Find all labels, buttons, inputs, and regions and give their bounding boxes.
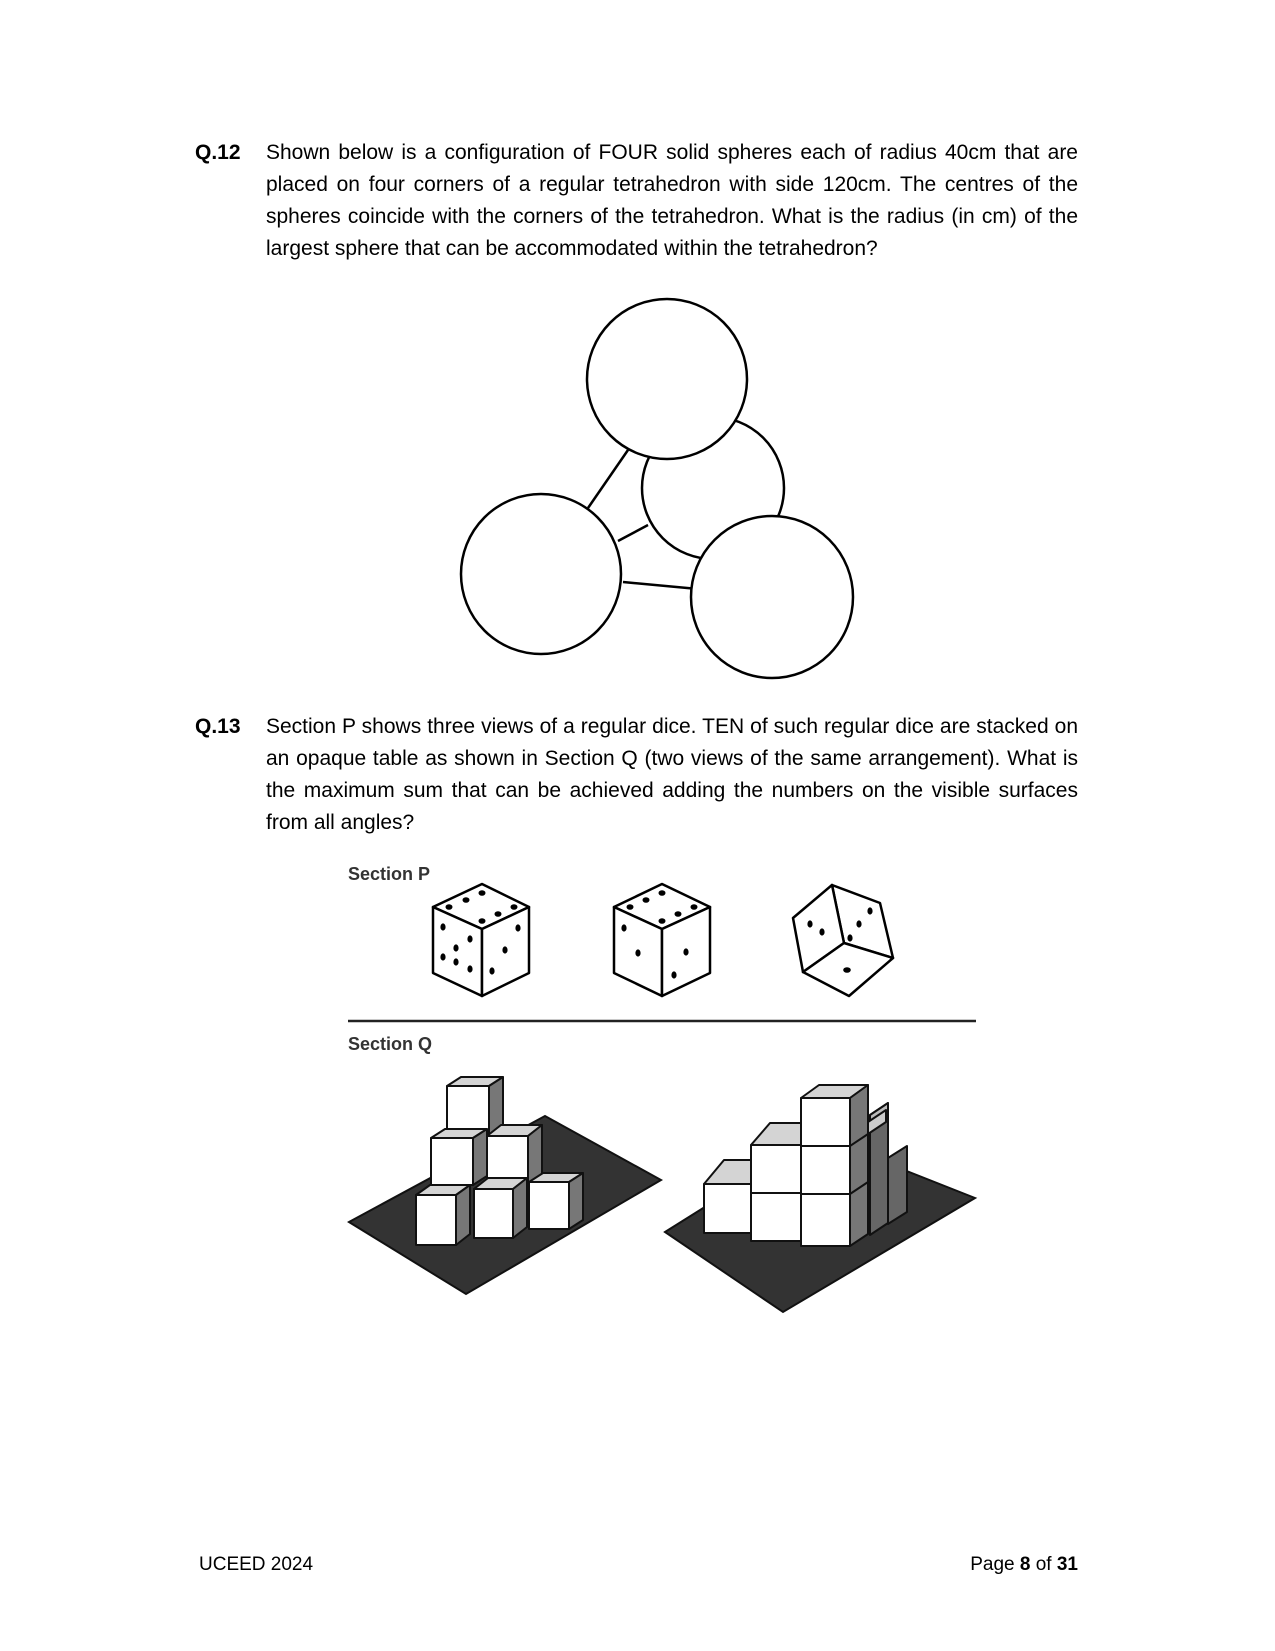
- tetra-edge: [623, 582, 698, 589]
- tetra-edge: [618, 525, 648, 541]
- section-q-label: Section Q: [348, 1034, 433, 1054]
- page-of: of: [1035, 1554, 1052, 1575]
- top-sphere: [587, 299, 747, 459]
- page-total: 31: [1056, 1554, 1078, 1575]
- question-number-12: Q.12: [195, 141, 241, 164]
- die-view-3: [793, 885, 893, 996]
- die-view-2: [614, 884, 710, 996]
- page-prefix: Page: [970, 1554, 1015, 1575]
- tetra-edge: [588, 450, 628, 508]
- question-number-13: Q.13: [195, 715, 241, 738]
- dice-figure: [340, 855, 980, 1325]
- left-sphere: [461, 494, 621, 654]
- cube-stack-right-view: [704, 1085, 907, 1246]
- page-current: 8: [1019, 1554, 1031, 1575]
- question-text-12: Shown below is a configuration of FOUR solid spheres each of radius 40cm that are placed on four corners of a regular tetrahedron with side 120cm. The centres of the spheres coincide with the corners of the tetrahedron. What is the radius (in cm) of the largest sphere that can be accommodated within the tetrahedron?: [266, 141, 1078, 260]
- die-view-1: [433, 884, 529, 996]
- right-sphere: [691, 516, 853, 678]
- footer-page-number: [970, 1554, 1078, 1576]
- question-text-13: Section P shows three views of a regular dice. TEN of such regular dice are stacked on an opaque table as shown in Section Q (two views of the same arrangement). What is the maximum sum that can be achieved adding the numbers on the visible surfaces from all angles?: [266, 715, 1078, 834]
- spheres-tetrahedron-figure: [455, 290, 875, 690]
- section-p-label: Section P: [348, 864, 431, 884]
- footer-exam-name: UCEED 2024: [199, 1554, 314, 1575]
